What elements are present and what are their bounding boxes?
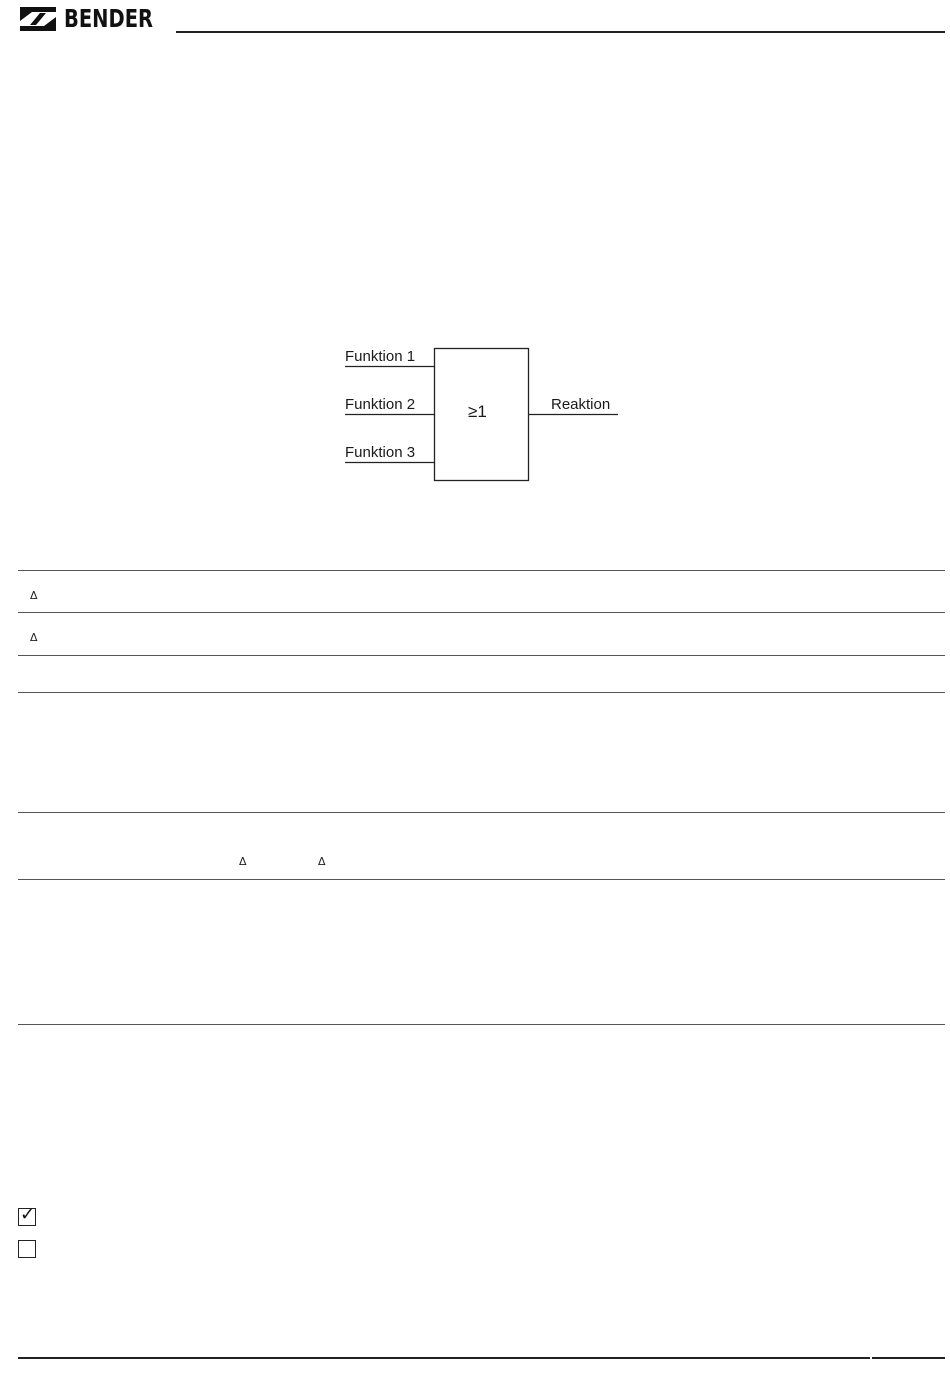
delta-symbol: Δ bbox=[30, 589, 38, 602]
table-rule bbox=[18, 612, 945, 613]
output-label: Reaktion bbox=[551, 396, 611, 413]
header-rule bbox=[176, 31, 945, 33]
check-mark-icon: ✓ bbox=[20, 1204, 36, 1225]
table-rule bbox=[18, 1024, 945, 1025]
delta-symbol: Δ bbox=[30, 631, 38, 644]
bender-logo bbox=[18, 4, 178, 34]
input-label-1: Funktion 1 bbox=[345, 348, 416, 365]
bender-logo-icon bbox=[18, 4, 58, 34]
table-rule bbox=[18, 655, 945, 656]
footer-rule bbox=[18, 1357, 945, 1359]
table-rule bbox=[18, 692, 945, 693]
brand-name: BENDER bbox=[64, 4, 154, 33]
delta-symbol: Δ bbox=[239, 855, 247, 868]
checkbox-checked[interactable] bbox=[18, 1204, 36, 1226]
delta-symbol: Δ bbox=[318, 855, 326, 868]
checkbox-unchecked[interactable] bbox=[18, 1240, 36, 1258]
input-label-2: Funktion 2 bbox=[345, 396, 416, 413]
table-rule bbox=[18, 879, 945, 880]
table-rule bbox=[18, 812, 945, 813]
table-rule bbox=[18, 570, 945, 571]
gate-symbol: ≥1 bbox=[468, 402, 487, 421]
input-label-3: Funktion 3 bbox=[345, 444, 416, 461]
or-gate-diagram bbox=[330, 335, 630, 490]
footer-rule-gap bbox=[870, 1357, 872, 1359]
